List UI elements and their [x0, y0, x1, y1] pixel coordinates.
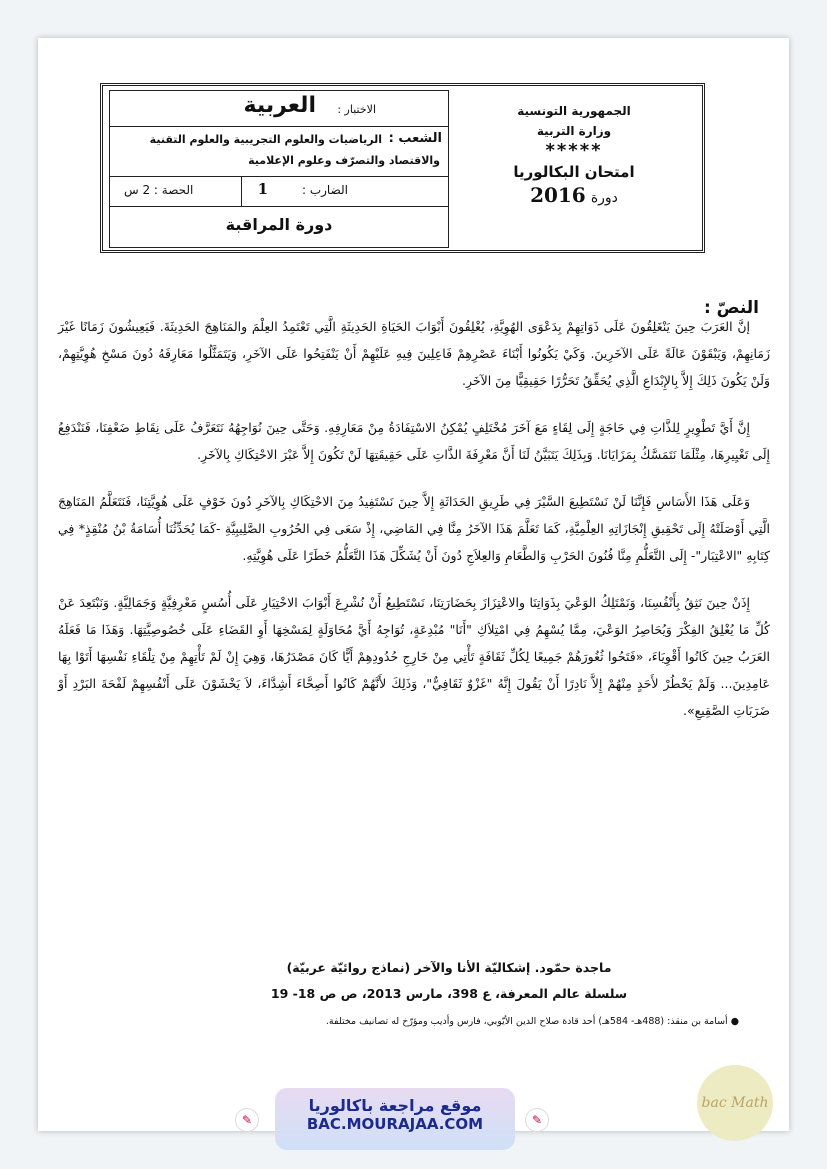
coef-label: الضارب :: [301, 183, 348, 197]
bac-math-logo-text: bac Math: [701, 1095, 769, 1111]
ministry-label: وزارة التربية: [536, 124, 612, 138]
duration-label: الحصة : 2 س: [124, 183, 194, 197]
republic-label: الجمهورية التونسية: [517, 104, 631, 118]
exam-page: [38, 38, 789, 1131]
paragraph-4: إِذَنْ حِينَ نَثِقُ بِأَنْفُسِنَا، وَنَمْتَلِكُ الوَعْيَ بِذَوَاتِنَا والاعْتِزَازَ بِحَضَارَتِنَا، نَسْتَطِيعُ أَنْ نُشْرِعَ أَبْوَابَ الاخْتِيَارِ عَلَى أُسُسٍ مَعْرِفِيَّةٍ وَجَمَالِيَّةٍ. وَنَبْتَعِدَ عَنْ كُلِّ مَا يُغْلِقُ الفِكْرَ وَيُحَاصِرُ الوَعْيَ، مِمَّا يُسْهِمُ فِي امْتِلاَكِ "أَنَا" مُبْدِعَةٍ، تُوَاجِهُ أَيَّ مُحَاوَلَةٍ لِمَسْخِهَا أَوِ القَضَاءِ عَلَى خُصُوصِيَّتِهَا. وَهَذَا مَا فَعَلَهُ العَرَبُ حِينَ كَانُوا أَقْوِيَاءَ، «فَتَحُوا ثُغُورَهُمْ جَمِيعًا لِكُلِّ ثَقَافَةٍ تَأْتِي مِنْ خَارِجِ حُدُودِهِمْ أَيًّا كَانَ مَصْدَرُهَا، وَهِيَ إِنْ لَمْ تَأْتِهِمْ مِنْ تِلْقَاءِ نَفْسِهَا أَتَوْا بِهَا عَامِدِينَ... وَلَمْ يَخْطُرْ لأَحَدٍ مِنْهُمْ إِلاَّ نَادِرًا أَنْ يَقُولَ إِنَّهُ "غَزْوٌ ثَقَافِيٌّ"، وَذَلِكَ لأَنَّهُمْ كَانُوا أَصِحَّاءَ أَشِدَّاءَ، لاَ يَخْشَوْنَ عَلَى أَنْفُسِهِمْ لَفْحَةَ البَرْدِ أَوْ ضَرَبَاتِ الصَّقِيعِ».: [58, 595, 770, 718]
stars-decoration: *****: [545, 140, 603, 161]
paragraph-3: وَعَلَى هَذَا الأَسَاسِ فَإِنَّنَا لَنْ نَسْتَطِيعَ السَّيْرَ فِي طَرِيقِ الحَدَاثَةِ إِلاَّ حِينَ نَسْتَفِيدُ مِنَ الاحْتِكَاكِ بِالآخَرِ دُونَ خَوْفٍ عَلَى هُوِيَّتِنَا، فَنَتَعَلَّمُ المَنَاهِجَ الَّتِي أَوْصَلَتْهُ إِلَى تَحْقِيقِ إِنْجَازَاتِهِ العِلْمِيَّةِ، كَمَا تَعَلَّمَ هَذَا الآخَرُ مِنَّا فِي المَاضِي، إِذْ سَعَى فِي الحُرُوبِ الصَّلِيبِيَّةِ -كَمَا يُحَدِّثُنَا أُسَامَةُ بْنُ مُنْقِذٍ* فِي كِتَابِهِ "الاعْتِبَار"- إِلَى التَّعَلُّمِ مِنَّا فُنُونَ الحَرْبِ وَالطَّعَامِ وَالعِلاَجِ دُونَ أَنْ يُشَكِّلَ هَذَا التَّعَلُّمُ خَطَرًا عَلَى هُوِيَّتِهِ.: [58, 494, 770, 563]
exam-title: امتحان البكالوريا: [513, 163, 635, 181]
source-author: ماجدة حمّود. إشكاليّة الأنا والآخر (نماذج روائيّة عربيّة): [286, 960, 612, 975]
exam-header: [100, 83, 705, 253]
site-logo-icon: ✎: [235, 1108, 259, 1132]
coef-value: 1: [257, 180, 268, 198]
session-row: [110, 207, 448, 247]
exam-year: 2016: [530, 183, 586, 207]
paragraph-2: إِنَّ أَيَّ تَطْوِيرٍ لِلذَّاتِ فِي حَاجَةٍ إِلَى لِقَاءٍ مَعَ آخَرَ مُخْتَلِفٍ يُمْكِنُ الاسْتِفَادَةُ مِنْ مَعَارِفِهِ. وَحَتَّى حِينَ نُوَاجِهُهُ نَتَعَرَّفُ عَلَى نِقَاطِ ضَعْفِنَا، فَنَنْدَفِعُ إِلَى تَغْيِيرِهَا، مِثْلَمَا نَتَمَسَّكُ بِمَزَايَانَا. وَبِذَلِكَ يَتَبَيَّنُ لَنَا أَنَّ مَعْرِفَةَ الذَّاتِ عَلَى حَقِيقَتِهَا لَنْ تَكُونَ إِلاَّ عَبْرَ الاحْتِكَاكِ بِالآخَرِ.: [58, 420, 770, 462]
bac-math-logo: [697, 1065, 773, 1141]
session-label: دورة: [590, 190, 618, 206]
banner-title: موقع مراجعة باكالوريا: [308, 1096, 482, 1115]
site-banner[interactable]: [275, 1088, 515, 1150]
section-title: النصّ :: [703, 298, 759, 318]
source-publication: سلسلة عالم المعرفة، ع 398، مارس 2013، ص ص 18- 19: [270, 986, 628, 1001]
footnote-text: أسامة بن منقذ: (488هـ- 584هـ) أحد قادة صلاح الدين الأيّوبي، فارس وأديب ومؤرّخ له تصانيف مختلفة.: [325, 1016, 728, 1027]
ministry-block: [452, 90, 696, 248]
subject-row: [110, 91, 448, 127]
paragraph-1: إنَّ العَرَبَ حِينَ يَنْغَلِقُونَ عَلَى ذَوَاتِهِمْ بِدَعْوَى الهُوِيَّةِ، يُغْلِقُونَ أَبْوَابَ الحَيَاةِ الحَدِيثَةِ الَّتِي تَعْتَمِدُ العِلْمَ والمَنَاهِجَ الحَدِيثَةَ. فَيَعِيشُونَ زَمَانًا غَيْرَ زَمَانِهِمْ، وَيَبْقَوْنَ عَالَةً عَلَى الآخَرِينَ. وَكَيْ يَكُونُوا أَبْنَاءَ عَصْرِهِمْ فَاعِلِينَ فِيهِ عَلَيْهِمْ أَنْ يَنْفَتِحُوا عَلَى الآخَرِ، وَيَتَمَثَّلُوا مَعَارِفَهُ دُونَ مَسْخِ هُوِيَّتِهِمْ، وَلَنْ يَكُونَ ذَلِكَ إِلاَّ بِالإِبْدَاعِ الَّذِي يُحَقِّقُ تَحَرُّرًا حَقِيقِيًّا مِنَ الآخَرِ.: [58, 319, 770, 388]
bullet-icon: ●: [727, 1016, 739, 1027]
branches-row: [110, 127, 448, 177]
subject-name: العربية: [243, 93, 316, 118]
banner-url[interactable]: BAC.MOURAJAA.COM: [306, 1115, 484, 1133]
coef-duration-row: [110, 177, 448, 207]
test-label: الاختبار :: [337, 103, 376, 116]
site-logo-icon-right: ✎: [525, 1108, 549, 1132]
branches-line2: والاقتصاد والتصرّف وعلوم الإعلامية: [248, 154, 440, 167]
footnote: [99, 1016, 739, 1027]
exam-info-table: [109, 90, 449, 248]
session-type: دورة المراقبة: [225, 215, 333, 234]
branches-label: الشعب :: [388, 131, 442, 146]
branches-line1: الرياضيات والعلوم التجريبية والعلوم التقنية: [149, 133, 382, 146]
text-body: [58, 313, 770, 744]
